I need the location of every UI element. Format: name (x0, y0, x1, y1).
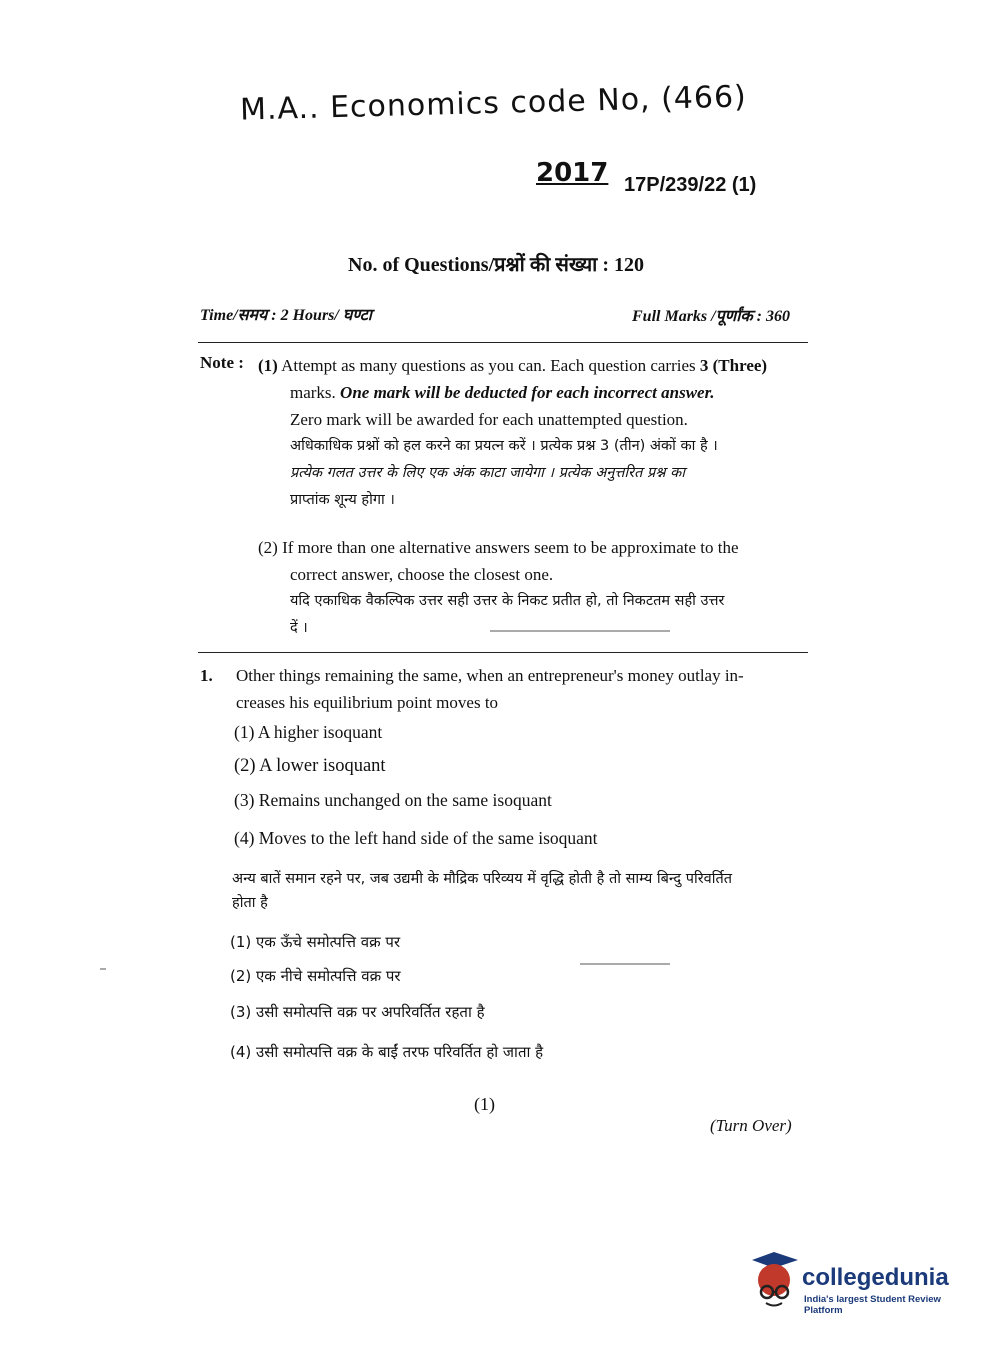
hindi-option-3: (3) उसी समोत्पत्ति वक्र पर अपरिवर्तित रहता है (230, 1003, 485, 1021)
handwritten-title: M.A.. Economics code No, (466) (239, 79, 748, 128)
question-hindi (232, 866, 812, 913)
paper-code-line (536, 158, 608, 188)
question-hindi-line-1: अन्य बातें समान रहने पर, जब उद्यमी के मौद्रिक परिव्यय में वृद्धि होती है तो साम्य बिन्दु परिवर्तित (232, 871, 732, 887)
paper-code: 17P/239/22 (1) (624, 174, 757, 196)
note-2-hindi-2: दें । (290, 620, 308, 636)
note-2-line-2: correct answer, choose the closest one. (290, 565, 554, 584)
note-item-number: (2) (258, 538, 278, 557)
collegedunia-watermark (744, 1250, 974, 1314)
note-1-deduction: One mark will be deducted for each incorrect answer. (340, 383, 715, 402)
brand-tagline: India's largest Student Review Platform (804, 1294, 941, 1316)
note-divider (198, 652, 808, 653)
note-1-hindi-1: अधिकाधिक प्रश्नों को हल करने का प्रयत्न करें । प्रत्येक प्रश्न 3 (तीन) अंकों का है । (290, 438, 718, 454)
option-1: (1) A higher isoquant (234, 722, 383, 742)
hindi-option-2: (2) एक नीचे समोत्पत्ति वक्र पर (230, 967, 401, 985)
option-4: (4) Moves to the left hand side of the same isoquant (234, 828, 598, 848)
question-text (236, 662, 808, 716)
note-item-2 (258, 534, 810, 642)
note-2-line-1: If more than one alternative answers seem to be approximate to the (282, 538, 739, 557)
hindi-option-1: (1) एक ऊँचे समोत्पत्ति वक्र पर (230, 933, 401, 951)
scan-smudge (580, 963, 670, 965)
note-1-hindi-3: प्राप्तांक शून्य होगा । (290, 492, 395, 508)
note-item-number: (1) (258, 356, 278, 375)
note-label: Note : (200, 353, 244, 372)
note-item-1 (258, 352, 810, 514)
brand-name: collegedunia (802, 1264, 949, 1291)
question-line-1: Other things remaining the same, when an entrepreneur's money outlay in- (236, 666, 744, 685)
question-line-2: creases his equilibrium point moves to (236, 693, 499, 712)
turn-over: (Turn Over) (710, 1116, 792, 1135)
note-2-hindi-1: यदि एकाधिक वैकल्पिक उत्तर सही उत्तर के निकट प्रतीत हो, तो निकटतम सही उत्तर (290, 593, 725, 609)
full-marks: Full Marks /पूर्णांक : 360 (632, 308, 791, 325)
scan-smudge (100, 968, 106, 970)
note-1-line-2: marks. (290, 383, 336, 402)
question-number: 1. (200, 666, 213, 685)
option-3: (3) Remains unchanged on the same isoquant (234, 790, 552, 810)
top-divider (198, 342, 808, 343)
scan-smudge (490, 630, 670, 632)
time-allowed: Time/समय : 2 Hours/ घण्टा (200, 307, 372, 324)
note-1-line-1: Attempt as many questions as you can. Each question carries (281, 356, 696, 375)
option-2: (2) A lower isoquant (234, 756, 386, 776)
note-1-bold: 3 (Three) (699, 356, 768, 375)
handwritten-year: 2017 (536, 158, 609, 188)
note-1-hindi-2: प्रत्येक गलत उत्तर के लिए एक अंक काटा जायेगा । प्रत्येक अनुत्तरित प्रश्न का (290, 465, 685, 481)
mascot-logo-icon (744, 1250, 806, 1310)
hindi-option-4: (4) उसी समोत्पत्ति वक्र के बाईं तरफ परिवर्तित हो जाता है (230, 1043, 544, 1061)
note-1-line-3: Zero mark will be awarded for each unattempted question. (290, 410, 688, 429)
page-number: (1) (474, 1094, 495, 1114)
question-hindi-line-2: होता है (232, 895, 268, 911)
question-count: No. of Questions/प्रश्नों की संख्या : 120 (348, 254, 645, 276)
